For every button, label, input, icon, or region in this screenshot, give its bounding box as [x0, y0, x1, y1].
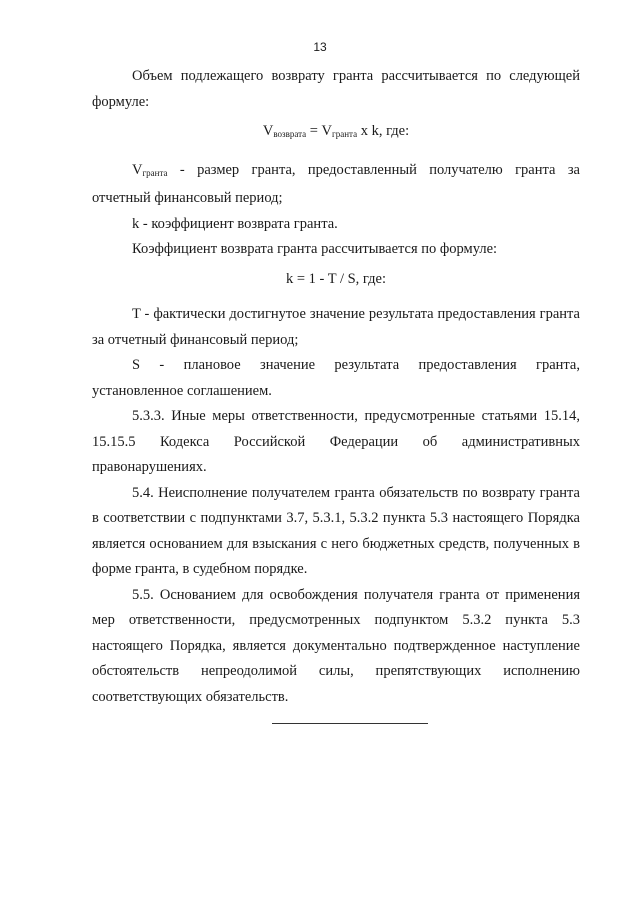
paragraph-5-4: 5.4. Неисполнение получателем гранта обязательств по возврату гранта в соответствии с подпунктами 3.7, 5.3.1, 5.3.2 пункта 5.3 настоящего Порядка является основанием для взыскания с него бюджетных средств, полученных в форме гранта, в судебном порядке. — [92, 484, 580, 577]
page-number: 13 — [313, 40, 327, 54]
formula-volume: $V_{возврата} = V_{гранта}$ x k, где: — [262, 123, 410, 139]
definition-t: T - фактически достигнутое значение результата предоставления гранта за отчетный финансовый период; — [92, 306, 580, 348]
paragraph-coefficient-intro: Коэффициент возврата гранта рассчитывается по формуле: — [132, 241, 498, 257]
paragraph-5-3-3: 5.3.3. Иные меры ответственности, предусмотренные статьями 15.14, 15.15.5 Кодекса Российской Федерации об административных правонарушениях. — [92, 408, 580, 475]
document-body — [92, 64, 580, 710]
definition-s: S - плановое значение результата предоставления гранта, установленное соглашением. — [92, 357, 580, 399]
definition-k: k - коэффициент возврата гранта. — [132, 215, 338, 232]
paragraph-volume-intro: Объем подлежащего возврату гранта рассчитывается по следующей формуле: — [92, 68, 580, 110]
paragraph-5-5: 5.5. Основанием для освобождения получателя гранта от применения мер ответственности, предусмотренных подпунктом 5.3.2 пункта 5.3 настоящего Порядка, является документально подтвержденное наступление обстоятельств непреодолимой силы, препятствующих исполнению соответствующих обязательств. — [92, 586, 580, 705]
formula-coefficient: k = 1 - T / S, где: — [286, 270, 386, 287]
end-divider-line — [272, 723, 428, 724]
definition-v-grant: $V_{гранта}$ - размер гранта, предоставленный получателю гранта за отчетный финансовый период; — [92, 161, 580, 206]
